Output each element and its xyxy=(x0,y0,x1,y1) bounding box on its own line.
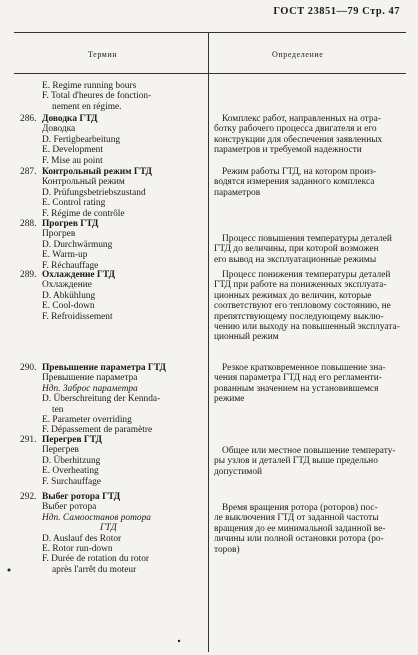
continuation-line: F. Total d'heures de fonction- xyxy=(42,91,152,102)
definition-line: ле выключения ГТД от заданной частоты xyxy=(214,513,379,524)
definition-line: Процесс повышения температуры деталей xyxy=(222,234,392,244)
term-line: Ндп. Заброс параметра xyxy=(42,383,138,394)
definition-line: Комплекс работ, направленных на отра- xyxy=(222,114,381,124)
entry-number: 289. xyxy=(20,270,37,280)
definition-line: параметров xyxy=(214,187,261,198)
definition-291 xyxy=(214,446,400,477)
term-line: Доводка xyxy=(42,124,76,135)
definition-288 xyxy=(214,234,400,265)
definition-line: ры узлов и деталей ГТД выше предельно xyxy=(214,456,378,467)
definition-line: Время вращения ротора (роторов) пос- xyxy=(222,503,378,513)
scan-speck xyxy=(6,565,12,575)
entry-title: Доводка ГТД xyxy=(42,114,98,124)
definition-line: водятся измерения заданного комплекса xyxy=(214,177,375,188)
definition-line: соответствуют его тепловому состоянию, не xyxy=(214,301,391,312)
definition-289 xyxy=(214,270,400,343)
continuation-line: nement en régime. xyxy=(52,101,122,112)
definition-line: ГТД до величины, при которой возможен xyxy=(214,244,379,255)
entry-number: 291. xyxy=(20,435,37,445)
term-entry-289 xyxy=(20,270,220,322)
term-line: D. Abkühlung xyxy=(42,290,96,301)
scan-speck xyxy=(176,636,182,646)
page-header: ГОСТ 23851—79 Стр. 47 xyxy=(273,6,400,17)
term-line: D. Durchwärmung xyxy=(42,239,113,250)
definition-line: личины или полной остановки ротора (ро- xyxy=(214,534,384,545)
term-line: F. Régime de contrôle xyxy=(42,208,125,219)
definition-292 xyxy=(214,503,400,555)
definition-line: параметров и требуемой надежности xyxy=(214,145,362,156)
definition-line: Резкое кратковременное повышение зна- xyxy=(222,363,386,373)
entry-number: 290. xyxy=(20,363,37,373)
term-line: D. Überhitzung xyxy=(42,455,101,466)
definition-line: Режим работы ГТД, на котором произ- xyxy=(222,167,377,177)
entry-title: Перегрев ГТД xyxy=(42,435,102,445)
definition-line: режиме xyxy=(214,394,245,405)
definition-line: Общее или местное повышение температу- xyxy=(222,446,396,456)
term-line: Перегрев xyxy=(42,445,79,456)
term-line: Контрольный режим xyxy=(42,177,125,188)
term-line: E. Rotor run-down xyxy=(42,544,113,555)
term-line: ГТД xyxy=(100,523,117,534)
entry-number: 288. xyxy=(20,219,37,229)
term-line: D. Überschreitung der Kennda- xyxy=(42,394,161,405)
entry-number: 287. xyxy=(20,167,37,177)
definition-286 xyxy=(214,114,400,156)
definition-line: ботку рабочего процесса двигателя и его xyxy=(214,124,377,135)
term-entry-292 xyxy=(20,492,220,575)
term-line: D. Prüfungsbetriebszustand xyxy=(42,187,146,198)
definition-line: торов) xyxy=(214,544,240,555)
entry-title: Контрольный режим ГТД xyxy=(42,167,152,177)
continuation-line: E. Regime running bours xyxy=(42,81,137,91)
term-line: Ндп. Самоостанов ротора xyxy=(42,512,151,523)
term-line: ten xyxy=(52,404,64,415)
definition-line: рованным значением на установившемся xyxy=(214,383,379,394)
definition-line: чению или выходу на повышенный эксплуата- xyxy=(214,322,400,333)
term-entry-286 xyxy=(20,114,220,166)
term-line: F. Réchauffage xyxy=(42,260,99,271)
term-line: Превышение параметра xyxy=(42,373,138,384)
continuation-entry xyxy=(20,81,220,112)
terms-column-header: Термин xyxy=(88,50,118,59)
term-line: E. Warm-up xyxy=(42,250,88,261)
term-line: D. Auslauf des Rotor xyxy=(42,533,122,544)
term-line: F. Surchauffage xyxy=(42,476,101,487)
definition-line: Процесс понижения температуры деталей xyxy=(222,270,391,280)
term-line: F. Dépassement de paramètre xyxy=(42,425,153,436)
term-entry-290 xyxy=(20,363,220,436)
definition-line: ГТД при работе на пониженных эксплуата- xyxy=(214,280,387,291)
definition-line: его вывод на эксплуатационные режимы xyxy=(214,254,377,265)
term-line: E. Cool-down xyxy=(42,301,95,312)
definition-line: ционный режим xyxy=(214,332,279,343)
term-line: E. Overheating xyxy=(42,466,99,477)
definition-line: препятствующему последующему выклю- xyxy=(214,311,384,322)
definition-line: вращения до ее минимальной заданной ве- xyxy=(214,523,386,534)
term-entry-291 xyxy=(20,435,220,487)
entry-title: Выбег ротора ГТД xyxy=(42,492,121,502)
entry-title: Прогрев ГТД xyxy=(42,219,99,229)
term-line: E. Control rating xyxy=(42,198,106,209)
term-entry-288 xyxy=(20,219,220,271)
term-line: Прогрев xyxy=(42,229,76,240)
term-line: Выбег ротора xyxy=(42,502,97,513)
entry-number: 292. xyxy=(20,492,37,502)
entry-number: 286. xyxy=(20,114,37,124)
term-line: F. Refroidissement xyxy=(42,311,113,322)
term-line: F. Mise au point xyxy=(42,155,103,166)
definition-column-header: Определение xyxy=(272,50,324,59)
table-top-rule xyxy=(14,32,406,33)
definition-290 xyxy=(214,363,400,405)
entry-title: Превышение параметра ГТД xyxy=(42,363,167,373)
term-line: Охлаждение xyxy=(42,280,92,291)
table-header-rule xyxy=(14,73,406,74)
term-line: après l'arrêt du moteur xyxy=(52,564,137,575)
entry-title: Охлаждение ГТД xyxy=(42,270,116,280)
term-line: E. Development xyxy=(42,145,103,156)
term-entry-287 xyxy=(20,167,220,219)
term-line: D. Fertigbearbeitung xyxy=(42,134,121,145)
definition-287 xyxy=(214,167,400,198)
definition-line: чения параметра ГТД над его регламенти- xyxy=(214,373,382,384)
term-line: E. Parameter overriding xyxy=(42,415,132,426)
term-line: F. Durée de rotation du rotor xyxy=(42,554,150,565)
definition-line: ционных режимах до величин, которые xyxy=(214,290,372,301)
definition-line: конструкции для обеспечения заявленных xyxy=(214,134,383,145)
definition-line: допустимой xyxy=(214,466,263,477)
